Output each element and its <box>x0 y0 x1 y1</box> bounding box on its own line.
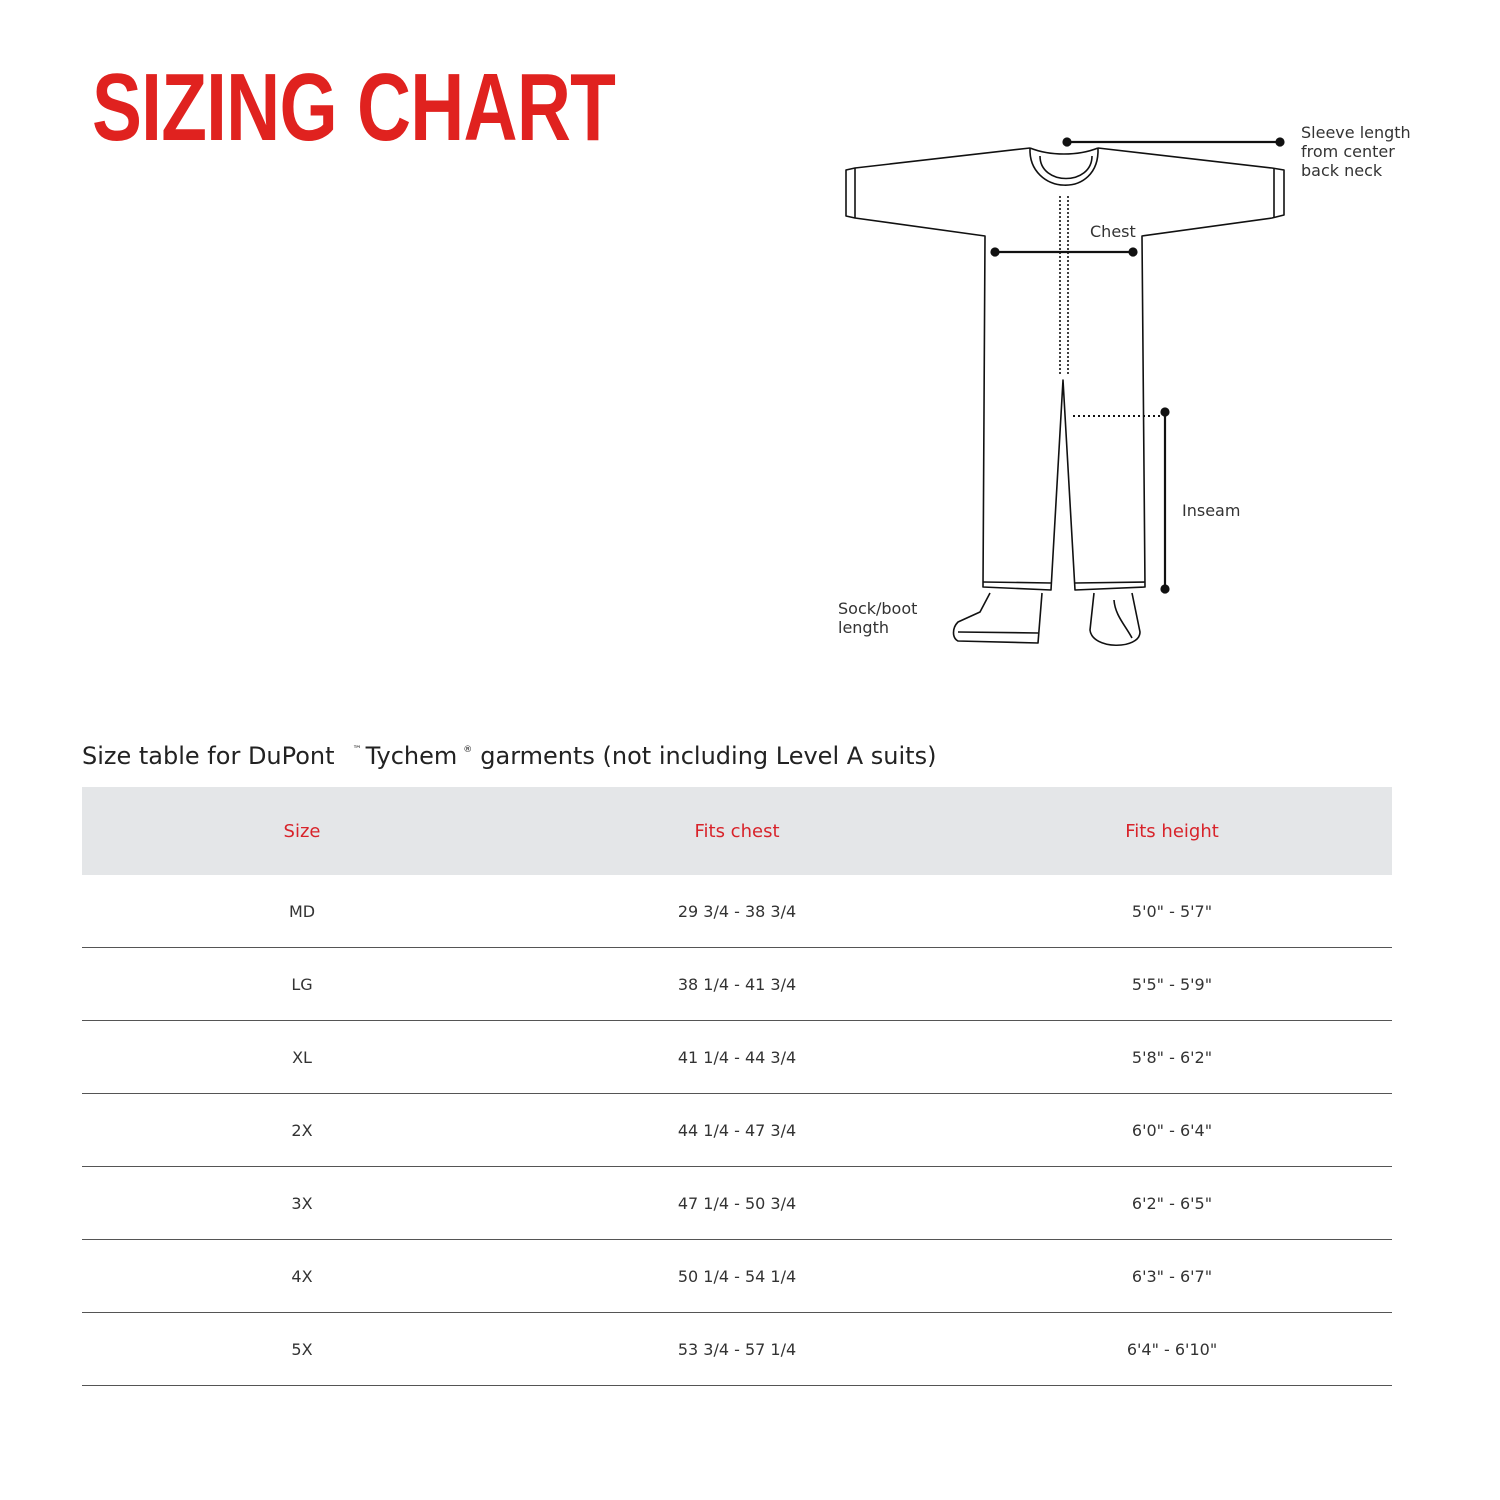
cell-height: 5'8" - 6'2" <box>1131 1047 1213 1067</box>
coverall-illustration <box>820 110 1460 670</box>
size-table <box>82 787 1392 1386</box>
table-row <box>82 948 1392 1021</box>
cell-chest: 47 1/4 - 50 3/4 <box>677 1193 797 1213</box>
cell-height: 6'3" - 6'7" <box>1131 1266 1213 1286</box>
table-row <box>82 1094 1392 1167</box>
caption-part-1: Size table for DuPont <box>82 742 335 770</box>
cell-height: 5'5" - 5'9" <box>1131 974 1213 994</box>
cell-height: 6'4" - 6'10" <box>1126 1339 1218 1359</box>
table-row <box>82 1021 1392 1094</box>
cell-height: 6'0" - 6'4" <box>1131 1120 1213 1140</box>
cell-height: 6'2" - 6'5" <box>1131 1193 1213 1213</box>
cell-chest: 44 1/4 - 47 3/4 <box>677 1120 797 1140</box>
cell-size: 4X <box>291 1266 313 1286</box>
cell-size: XL <box>292 1047 312 1067</box>
table-caption <box>82 742 936 770</box>
sock-boot-length-label: Sock/boot length <box>838 599 918 637</box>
header-fits-height: Fits height <box>1125 820 1219 842</box>
cell-size: 2X <box>291 1120 313 1140</box>
table-row <box>82 1167 1392 1240</box>
table-row <box>82 1313 1392 1386</box>
inseam-label: Inseam <box>1182 501 1241 520</box>
cell-chest: 50 1/4 - 54 1/4 <box>677 1266 797 1286</box>
cell-height: 5'0" - 5'7" <box>1131 901 1213 921</box>
cell-size: 3X <box>291 1193 313 1213</box>
table-row <box>82 875 1392 948</box>
table-row <box>82 1240 1392 1313</box>
sleeve-length-label: Sleeve length from center back neck <box>1301 123 1411 180</box>
cell-chest: 53 3/4 - 57 1/4 <box>677 1339 797 1359</box>
chest-label: Chest <box>1090 222 1136 241</box>
trademark-symbol: ™ <box>352 745 362 755</box>
header-fits-chest: Fits chest <box>694 820 780 842</box>
cell-chest: 29 3/4 - 38 3/4 <box>677 901 797 921</box>
caption-part-2: Tychem <box>365 742 458 770</box>
cell-size: LG <box>291 974 313 994</box>
cell-size: 5X <box>291 1339 313 1359</box>
cell-chest: 38 1/4 - 41 3/4 <box>677 974 797 994</box>
coverall-diagram <box>820 110 1460 670</box>
page-title: SIZING CHART <box>92 54 616 161</box>
registered-symbol: ® <box>463 745 473 755</box>
table-header <box>82 787 1392 875</box>
caption-part-3: garments (not including Level A suits) <box>480 742 937 770</box>
cell-chest: 41 1/4 - 44 3/4 <box>677 1047 797 1067</box>
header-size: Size <box>283 820 321 842</box>
cell-size: MD <box>288 901 316 921</box>
